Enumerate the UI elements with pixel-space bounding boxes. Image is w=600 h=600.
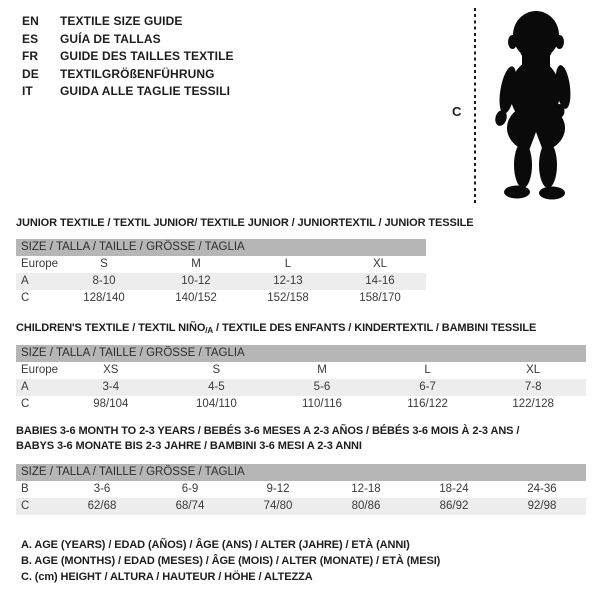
section-title-children-post: / TEXTILE DES ENFANTS / KINDERTEXTIL / BAMBINI TESSILE — [213, 322, 537, 334]
section-title-junior: JUNIOR TEXTILE / TEXTIL JUNIOR/ TEXTILE JUNIOR / JUNIORTEXTIL / JUNIOR TESSILE — [16, 217, 474, 229]
size-value: 140/152 — [175, 292, 217, 304]
language-code: FR — [22, 49, 39, 63]
table-header-band: SIZE / TALLA / TAILLE / GRÖSSE / TAGLIA — [16, 239, 426, 256]
size-value: 152/158 — [267, 292, 309, 304]
footnote-c: C. (cm) HEIGHT / ALTURA / HAUTEUR / HÖHE / ALTEZZA — [21, 571, 313, 583]
row-label: A — [21, 275, 29, 287]
size-value: 68/74 — [175, 500, 205, 512]
row-label: C — [21, 398, 30, 410]
section-title-children — [16, 321, 536, 338]
toddler-silhouette-image — [484, 8, 586, 206]
language-title-list — [22, 13, 234, 101]
size-value: L — [284, 258, 292, 270]
size-value: 4-5 — [208, 381, 225, 393]
size-value: 7-8 — [524, 381, 542, 393]
row-label: B — [21, 483, 29, 495]
size-value: 10-12 — [181, 275, 211, 287]
language-title: TEXTILGRÖßENFÜHRUNG — [60, 66, 215, 81]
size-value: 74/80 — [263, 500, 293, 512]
footnote-b: B. AGE (MONTHS) / EDAD (MESES) / ÂGE (MOIS) / ALTER (MONATE) / ETÀ (MESI) — [21, 555, 441, 567]
size-value: 8-10 — [92, 275, 116, 287]
table-header-band: SIZE / TALLA / TAILLE / GRÖSSE / TAGLIA — [16, 345, 586, 362]
size-value: 92/98 — [527, 500, 557, 512]
row-label: A — [21, 381, 29, 393]
row-label: C — [21, 292, 30, 304]
table-row-a — [16, 379, 586, 396]
size-value: 14-16 — [365, 275, 395, 287]
size-value: 9-12 — [266, 483, 290, 495]
row-label: C — [21, 500, 30, 512]
language-row-de — [22, 66, 234, 84]
size-value: 24-36 — [527, 483, 557, 495]
size-value: 104/110 — [196, 398, 237, 410]
size-value: 3-6 — [93, 483, 111, 495]
size-table-junior — [16, 239, 426, 307]
section-title-babies-line1: BABIES 3-6 MONTH TO 2-3 YEARS / BEBÉS 3-6 MESES A 2-3 AÑOS / BÉBÉS 3-6 MOIS À 2-3 ANS / — [16, 425, 520, 437]
section-title-children-pre: CHILDREN'S TEXTILE / TEXTIL NIÑO — [16, 322, 206, 334]
language-title: GUIDA ALLE TAGLIE TESSILI — [60, 84, 231, 98]
size-value: 98/104 — [93, 398, 129, 410]
section-title-babies-line2: BABYS 3-6 MONATE BIS 2-3 JAHRE / BAMBINI 3-6 MESI A 2-3 ANNI — [16, 440, 362, 452]
size-value: 5-6 — [313, 381, 331, 393]
size-value: 122/128 — [512, 398, 554, 410]
language-row-it — [22, 83, 234, 101]
size-value: S — [212, 364, 221, 376]
language-title: GUÍA DE TALLAS — [60, 31, 161, 46]
language-row-fr — [22, 48, 234, 66]
size-value: S — [100, 258, 108, 270]
size-value: 110/116 — [302, 398, 342, 410]
size-value: 3-4 — [102, 381, 120, 393]
size-table-babies — [16, 464, 586, 515]
size-value: 128/140 — [83, 292, 125, 304]
size-value: 86/92 — [439, 500, 469, 512]
size-value: XL — [372, 258, 388, 270]
language-code: DE — [22, 66, 39, 81]
language-code: EN — [22, 14, 39, 28]
size-value: 80/86 — [351, 500, 381, 512]
size-value: XS — [103, 364, 119, 376]
section-title-babies — [16, 424, 519, 454]
height-reference-dashed-line — [474, 8, 476, 206]
size-value: 18-24 — [439, 483, 469, 495]
size-value: L — [424, 364, 431, 376]
language-title: TEXTILE SIZE GUIDE — [60, 14, 183, 28]
size-value: 158/170 — [359, 292, 401, 304]
section-title-children-sub: /A — [205, 326, 214, 335]
size-value: 12-18 — [351, 483, 381, 495]
size-value: 6-9 — [181, 483, 199, 495]
size-table-children — [16, 345, 586, 413]
language-row-es — [22, 31, 234, 49]
table-row-europe — [16, 256, 426, 273]
size-value: M — [191, 258, 201, 270]
row-label: Europe — [21, 364, 59, 376]
language-title: GUIDE DES TAILLES TEXTILE — [60, 49, 234, 63]
table-row-c — [16, 498, 586, 515]
size-value: 116/122 — [407, 398, 448, 410]
language-code: ES — [22, 31, 39, 46]
table-row-c — [16, 290, 426, 307]
footnote-a: A. AGE (YEARS) / EDAD (AÑOS) / ÂGE (ANS) / ALTER (JAHRE) / ETÀ (ANNI) — [21, 539, 410, 551]
size-value: 12-13 — [273, 275, 303, 287]
table-row-c — [16, 396, 586, 413]
size-value: 62/68 — [87, 500, 117, 512]
measure-c-label: C — [452, 104, 462, 119]
footnotes — [21, 537, 440, 585]
table-row-b — [16, 481, 586, 498]
size-value: 6-7 — [419, 381, 436, 393]
table-row-a — [16, 273, 426, 290]
table-header-band: SIZE / TALLA / TAILLE / GRÖSSE / TAGLIA — [16, 464, 586, 481]
size-value: M — [317, 364, 327, 376]
language-row-en — [22, 13, 234, 31]
table-row-europe — [16, 362, 586, 379]
row-label: Europe — [21, 258, 59, 270]
size-value: XL — [526, 364, 541, 376]
language-code: IT — [22, 84, 33, 98]
